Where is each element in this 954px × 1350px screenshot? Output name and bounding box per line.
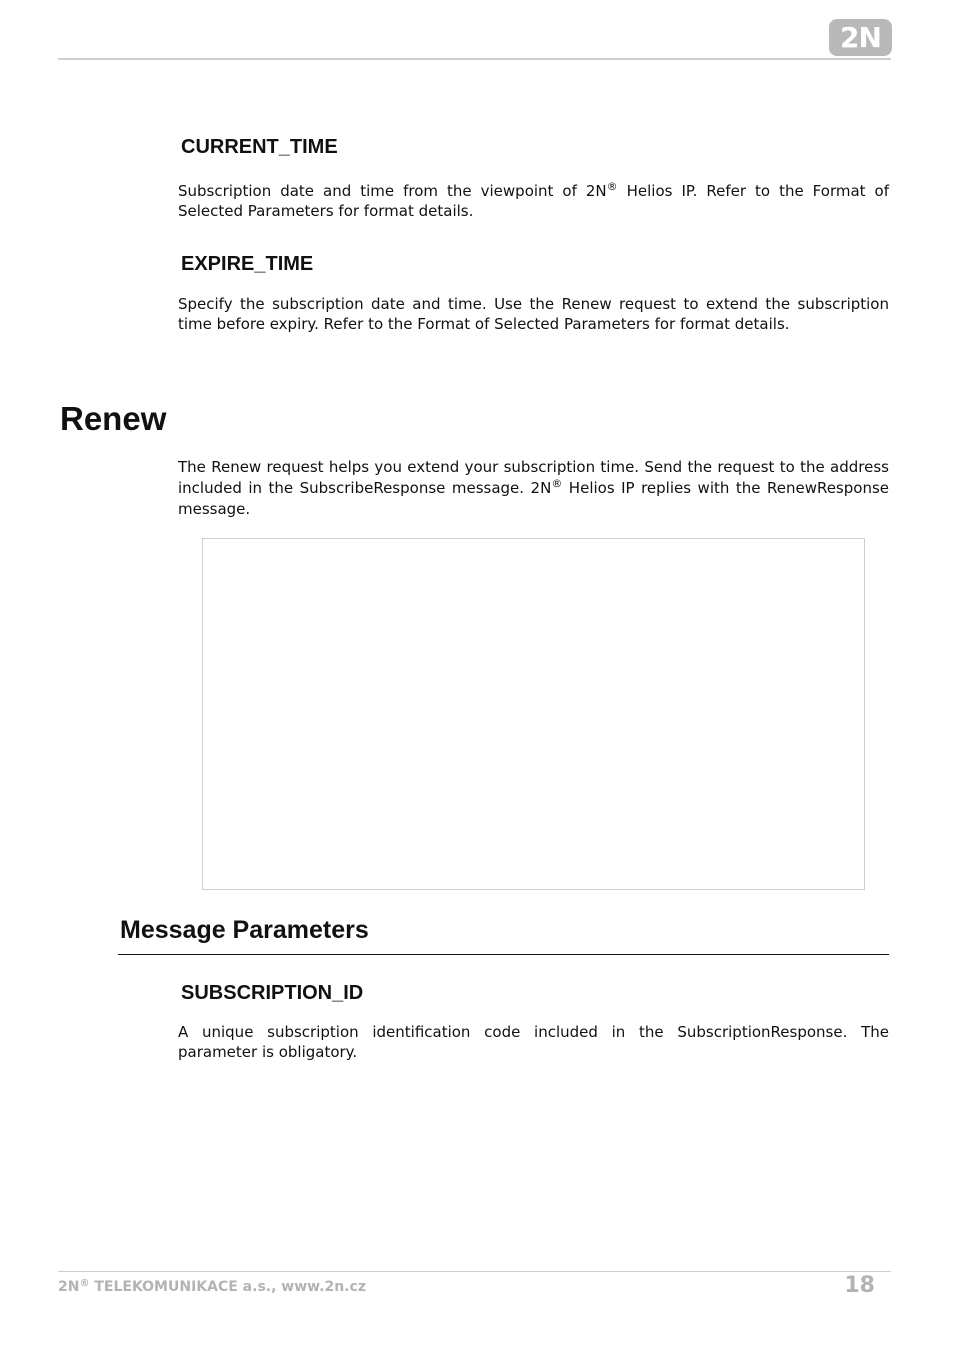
registered-mark: ® [606, 180, 618, 193]
footer-rule [58, 1271, 891, 1272]
section-rule [118, 954, 889, 955]
registered-mark: ® [551, 477, 563, 490]
renew-description [178, 457, 889, 520]
expire-time-description: Specify the subscription date and time. Use the Renew request to extend the subscription time before expiry. Refer to the Format of Selected Parameters for format details. [178, 295, 889, 333]
subscription-id-description: A unique subscription identification code included in the SubscriptionResponse. The parameter is obligatory. [178, 1023, 889, 1061]
message-parameters-heading: Message Parameters [120, 916, 369, 944]
logo-text: 2N [840, 21, 881, 54]
footer-company [58, 1279, 366, 1295]
brand-logo [829, 19, 892, 56]
footer-company-prefix: 2N [58, 1279, 80, 1295]
header-rule [58, 58, 891, 60]
subscription-id-heading: SUBSCRIPTION_ID [181, 982, 364, 1004]
renew-text-1: The Renew request helps you extend your subscription time. Send the request to the address included in the SubscribeResponse message. 2N [178, 458, 889, 497]
current-time-description [178, 182, 889, 221]
figure-placeholder [202, 538, 865, 890]
expire-time-heading: EXPIRE_TIME [181, 253, 314, 275]
current-time-text-1: Subscription date and time from the viewpoint of 2N [178, 182, 607, 200]
footer-company-rest: TELEKOMUNIKACE a.s., www.2n.cz [89, 1279, 366, 1295]
renew-text-2: Helios IP replies with the RenewResponse message. [178, 479, 889, 518]
renew-heading: Renew [60, 400, 167, 437]
current-time-heading: CURRENT_TIME [181, 136, 338, 158]
current-time-text-2: Helios IP. Refer to the Format of Selected Parameters for format details. [178, 182, 889, 220]
registered-mark: ® [79, 1278, 90, 1289]
page-number: 18 [844, 1273, 875, 1298]
